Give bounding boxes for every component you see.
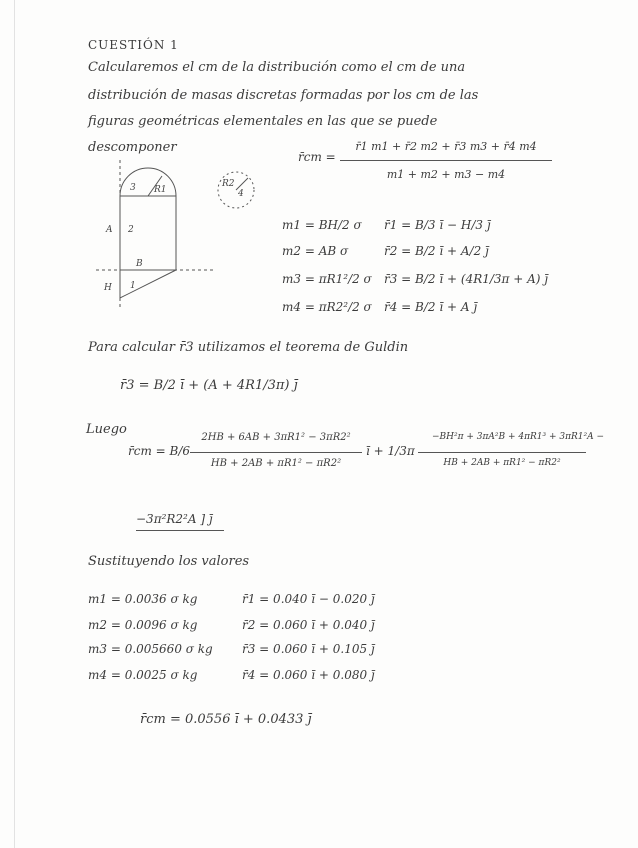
value-position-2: r̄2 = 0.060 ī + 0.040 j̄ <box>242 618 375 632</box>
rcm-numerator: r̄1 m1 + r̄2 m2 + r̄3 m3 + r̄4 m4 <box>355 140 537 153</box>
long-denominator-1: HB + 2AB + πR1² − πR2² <box>210 458 342 469</box>
mass-3: m3 = πR1²/2 σ <box>282 272 372 286</box>
fig-label-1: 1 <box>130 281 136 291</box>
value-mass-3: m3 = 0.005660 σ kg <box>88 642 213 656</box>
fig-label-2: 2 <box>128 225 134 235</box>
page-edge <box>14 0 15 848</box>
intro-line-1: Calcularemos el cm de la distribución como el cm de una <box>88 60 466 75</box>
position-4: r̄4 = B/2 ī + A j̄ <box>384 300 478 314</box>
mass-1: m1 = BH/2 σ <box>282 218 362 232</box>
fig-label-h: H <box>104 283 112 293</box>
value-position-3: r̄3 = 0.060 ī + 0.105 j̄ <box>242 642 375 656</box>
r3-expression: r̄3 = B/2 ī + (A + 4R1/3π) j̄ <box>120 378 298 393</box>
rcm-denominator: m1 + m2 + m3 − m4 <box>386 168 506 181</box>
fig-label-4: 4 <box>238 189 244 199</box>
intro-line-3: figuras geométricas elementales en las que se puede <box>88 114 438 129</box>
long-numerator-1: 2HB + 6AB + 3πR1² − 3πR2² <box>201 432 351 443</box>
fig-label-3: 3 <box>130 183 136 193</box>
value-mass-1: m1 = 0.0036 σ kg <box>88 592 198 606</box>
guldin-text: Para calcular r̄3 utilizamos el teorema de Guldin <box>88 340 409 355</box>
rcm-fraction-bar <box>340 160 552 161</box>
fig-label-a: A <box>106 225 113 235</box>
long-continuation: −3π²R2²A ] j̄ <box>136 512 213 526</box>
value-mass-4: m4 = 0.0025 σ kg <box>88 668 198 682</box>
final-result: r̄cm = 0.0556 ī + 0.0433 j̄ <box>140 712 312 727</box>
position-2: r̄2 = B/2 ī + A/2 j̄ <box>384 244 489 258</box>
mass-2: m2 = AB σ <box>282 244 349 258</box>
luego-label: Luego <box>86 422 127 437</box>
composite-figure-sketch <box>96 160 266 310</box>
long-numerator-2: −BH²π + 3πA²B + 4πR1³ + 3πR1²A − <box>431 432 605 442</box>
position-1: r̄1 = B/3 ī − H/3 j̄ <box>384 218 491 232</box>
rcm-lhs: r̄cm = <box>298 150 336 164</box>
question-title: CUESTIÓN 1 <box>88 38 179 52</box>
long-denominator-2: HB + 2AB + πR1² − πR2² <box>443 458 561 468</box>
long-fraction-bar-2 <box>418 452 586 453</box>
fig-label-r2: R2 <box>222 179 235 189</box>
long-fraction-bar-1 <box>190 452 362 453</box>
value-position-4: r̄4 = 0.060 ī + 0.080 j̄ <box>242 668 375 682</box>
value-position-1: r̄1 = 0.040 ī − 0.020 j̄ <box>242 592 375 606</box>
long-continuation-bar <box>136 530 224 531</box>
mass-4: m4 = πR2²/2 σ <box>282 300 372 314</box>
long-middle: ī + 1/3π <box>366 444 415 458</box>
fig-label-b: B <box>136 259 143 269</box>
intro-line-2: distribución de masas discretas formadas por los cm de las <box>88 88 479 103</box>
intro-line-4: descomponer <box>88 140 177 155</box>
position-3: r̄3 = B/2 ī + (4R1/3π + A) j̄ <box>384 272 549 286</box>
substitution-text: Sustituyendo los valores <box>88 554 250 569</box>
long-lhs: r̄cm = B/6 <box>128 444 191 458</box>
fig-label-r1: R1 <box>154 185 167 195</box>
value-mass-2: m2 = 0.0096 σ kg <box>88 618 198 632</box>
